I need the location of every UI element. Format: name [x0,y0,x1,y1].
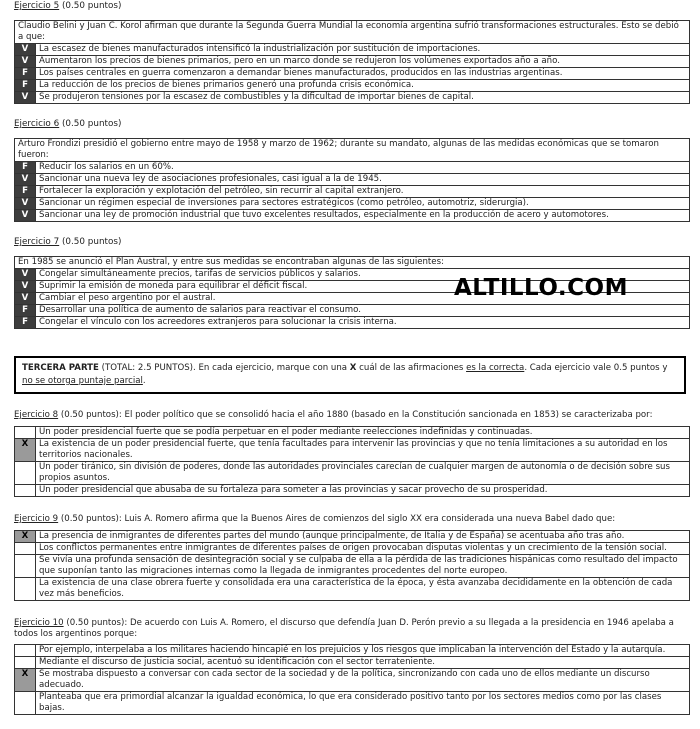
ex10-title: Ejercicio 10 [14,618,64,628]
ex7-mark[interactable]: V [15,269,36,281]
ex6-option: Sancionar un régimen especial de inversiones para sectores estratégicos (como petróleo, automotriz, siderurgia). [36,198,690,210]
ex5-title-label: Ejercicio 5 [14,1,60,11]
ex7-option: Cambiar el peso argentino por el austral. [36,293,690,305]
ex5-mark[interactable]: F [15,80,36,92]
ex8-table [14,426,690,497]
ex6-row [15,162,690,174]
ex9-mark[interactable] [15,543,36,555]
ex5-title [14,1,121,12]
ex9-mark[interactable] [15,555,36,578]
ex5-table [14,20,690,104]
ex6-row [15,198,690,210]
ex10-row [15,669,690,692]
ex7-row [15,317,690,329]
ex7-title-label: Ejercicio 7 [14,237,60,247]
ex8-row [15,462,690,485]
ex9-title: Ejercicio 9 [14,514,59,524]
ex9-row [15,531,690,543]
ex7-mark[interactable]: F [15,305,36,317]
ex6-points: (0.50 puntos) [59,119,122,129]
ex9-option: La existencia de una clase obrera fuerte y consolidada era una característica de la época, y ésta avanzaba decididamente en la obtención de cada vez más beneficios. [36,578,690,601]
ex9-intro [14,514,690,525]
ex6-mark[interactable]: F [15,186,36,198]
part3-text1: (TOTAL: 2.5 PUNTOS). En cada ejercicio, marque con una [98,363,350,373]
ex10-mark[interactable]: X [15,669,36,692]
ex7-mark[interactable]: V [15,281,36,293]
ex10-table [14,644,690,715]
ex9-row [15,578,690,601]
ex10-option: Por ejemplo, interpelaba a los militares haciendo hincapié en los prejuicios y los riesgos que implicaban la intervención del Estado y la autarquía. [36,645,690,657]
ex6-stem: Arturo Frondizi presidió el gobierno entre mayo de 1958 y marzo de 1962; durante su mandato, algunas de las medidas económicas que se tomaron fueron: [15,139,690,162]
ex6-mark[interactable]: V [15,210,36,222]
part3-text2: cuál de las afirmaciones [356,363,467,373]
ex5-points: (0.50 puntos) [59,1,122,11]
ex10-mark[interactable] [15,645,36,657]
ex10-option: Mediante el discurso de justicia social, acentuó su identificación con el sector terrateniente. [36,657,690,669]
ex9-mark[interactable]: X [15,531,36,543]
ex6-mark[interactable]: F [15,162,36,174]
ex9-row [15,543,690,555]
ex5-mark[interactable]: V [15,44,36,56]
ex7-stem: En 1985 se anunció el Plan Austral, y entre sus medidas se encontraban algunas de las siguientes: [15,257,690,269]
ex10-option: Planteaba que era primordial alcanzar la igualdad económica, lo que era considerado positivo tanto por los sectores medios como por las clases bajas. [36,692,690,715]
ex10-row [15,692,690,715]
ex8-title: Ejercicio 8 [14,410,59,420]
ex5-row [15,68,690,80]
ex8-option: La existencia de un poder presidencial fuerte, que tenía facultades para intervenir las provincias y que no tenía limitaciones a su autoridad en los territorios nacionales. [36,439,690,462]
ex7-option: Suprimir la emisión de moneda para equilibrar el déficit fiscal. [36,281,690,293]
ex5-row [15,92,690,104]
ex5-mark[interactable]: V [15,56,36,68]
ex7-row [15,305,690,317]
ex10-mark[interactable] [15,692,36,715]
ex10-mark[interactable] [15,657,36,669]
ex7-option: Congelar el vínculo con los acreedores extranjeros para solucionar la crisis interna. [36,317,690,329]
ex5-mark[interactable]: V [15,92,36,104]
ex10-option: Se mostraba dispuesto a conversar con cada sector de la sociedad y de la política, sincronizando con cada uno de ellos mediante un discurso adecuado. [36,669,690,692]
part3-text4: . [142,376,146,386]
ex8-row [15,439,690,462]
ex8-option: Un poder tiránico, sin división de poderes, donde las autoridades provinciales carecían de cualquier margen de autonomía o de decisión sobre sus propios asuntos. [36,462,690,485]
ex5-row [15,56,690,68]
ex6-row [15,210,690,222]
ex7-mark[interactable]: V [15,293,36,305]
ex5-option: Los países centrales en guerra comenzaron a demandar bienes manufacturados, producidos en las industrias argentinas. [36,68,690,80]
ex6-option: Sancionar una nueva ley de asociaciones profesionales, casi igual a la de 1945. [36,174,690,186]
ex5-option: Aumentaron los precios de bienes primarios, pero en un marco donde se redujeron los volúmenes exportados año a año. [36,56,690,68]
ex6-row [15,174,690,186]
ex8-option: Un poder presidencial fuerte que se podía perpetuar en el poder mediante reelecciones indefinidas y continuadas. [36,427,690,439]
part3-correct: es la correcta [466,363,525,373]
ex10-intro-text: (0.50 puntos): De acuerdo con Luis A. Romero, el discurso que defendía Juan D. Perón previo a su llegada a la presidencia en 1946 apelaba a todos los argentinos porque: [14,618,674,639]
ex8-mark[interactable]: X [15,439,36,462]
ex5-row [15,44,690,56]
ex9-table [14,530,690,601]
part3-x: X [349,363,357,373]
ex9-intro-text: (0.50 puntos): Luis A. Romero afirma que la Buenos Aires de comienzos del siglo XX era considerada una nueva Babel dado que: [58,514,616,524]
part3-text3: . Cada ejercicio vale 0.5 puntos y [524,363,668,373]
ex6-title [14,119,121,130]
ex6-option: Sancionar una ley de promoción industrial que tuvo excelentes resultados, especialmente en la producción de acero y automotores. [36,210,690,222]
ex5-option: La reducción de los precios de bienes primarios generó una profunda crisis económica. [36,80,690,92]
ex7-mark[interactable]: F [15,317,36,329]
ex6-table [14,138,690,222]
part3-instructions [14,356,686,394]
ex7-option: Congelar simultáneamente precios, tarifas de servicios públicos y salarios. [36,269,690,281]
ex8-intro-text: (0.50 puntos): El poder político que se consolidó hacia el año 1880 (basado en la Constitución sancionada en 1853) se caracterizaba por: [58,410,653,420]
ex8-row [15,427,690,439]
ex5-row [15,80,690,92]
ex10-row [15,645,690,657]
ex10-intro [14,618,690,640]
ex5-mark[interactable]: F [15,68,36,80]
ex5-stem: Claudio Belini y Juan C. Korol afirman que durante la Segunda Guerra Mundial la economía argentina sufrió transformaciones estructurales. Esto se debió a que: [15,21,690,44]
ex8-mark[interactable] [15,427,36,439]
ex8-option: Un poder presidencial que abusaba de su fortaleza para someter a las provincias y sacar provecho de su prosperidad. [36,485,690,497]
ex9-mark[interactable] [15,578,36,601]
ex8-mark[interactable] [15,462,36,485]
ex9-option: Los conflictos permanentes entre inmigrantes de diferentes países de origen provocaban disputas violentas y un crecimiento de la tensión social. [36,543,690,555]
ex7-points: (0.50 puntos) [59,237,122,247]
ex9-row [15,555,690,578]
ex8-row [15,485,690,497]
ex6-mark[interactable]: V [15,198,36,210]
ex6-row [15,186,690,198]
ex7-option: Desarrollar una política de aumento de salarios para reactivar el consumo. [36,305,690,317]
ex9-option: Se vivía una profunda sensación de desintegración social y se culpaba de ella a la pérdida de las tradiciones hispánicas como resultado del impacto que suponían tanto las migraciones internas como la llegada de inmigrantes procedentes del norte europeo. [36,555,690,578]
ex7-title [14,237,121,248]
ex6-title-label: Ejercicio 6 [14,119,60,129]
ex6-option: Reducir los salarios en un 60%. [36,162,690,174]
ex5-option: La escasez de bienes manufacturados intensificó la industrialización por sustitución de importaciones. [36,44,690,56]
ex5-option: Se produjeron tensiones por la escasez de combustibles y la dificultad de importar bienes de capital. [36,92,690,104]
part3-heading: TERCERA PARTE [22,363,99,373]
part3-partial: no se otorga puntaje parcial [22,376,143,386]
ex6-option: Fortalecer la exploración y explotación del petróleo, sin recurrir al capital extranjero. [36,186,690,198]
ex6-mark[interactable]: V [15,174,36,186]
ex9-option: La presencia de inmigrantes de diferentes partes del mundo (aunque principalmente, de Italia y de España) se acentuaba año tras año. [36,531,690,543]
ex8-mark[interactable] [15,485,36,497]
ex8-intro [14,410,690,421]
altillo-watermark: ALTILLO.COM [454,275,628,301]
ex10-row [15,657,690,669]
